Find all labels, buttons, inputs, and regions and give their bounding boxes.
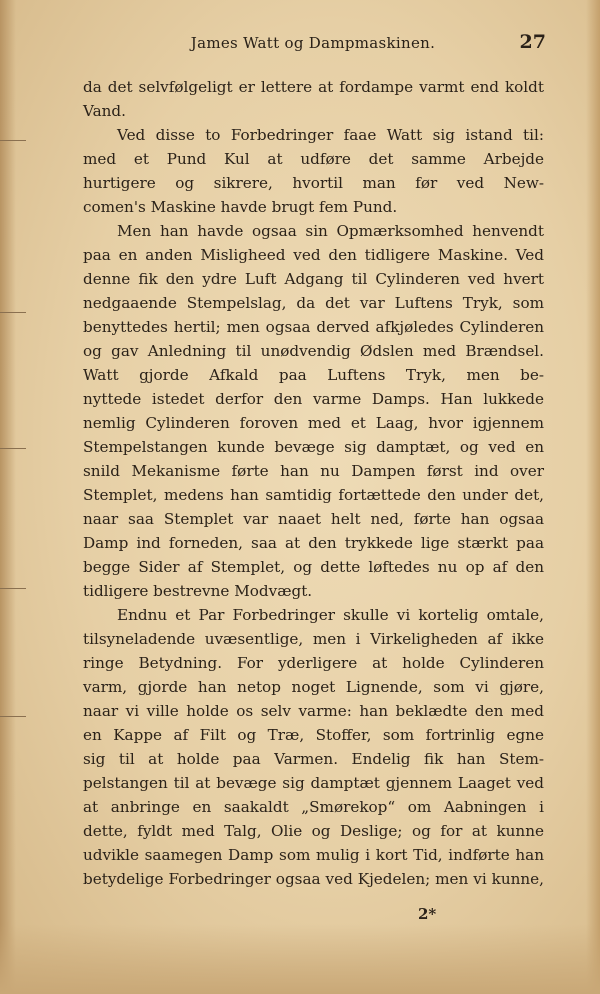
text-line: nyttede istedet derfor den varme Damps. Han lukkede bbox=[83, 390, 544, 408]
page-right-edge-shadow bbox=[586, 0, 600, 994]
page-number: 27 bbox=[519, 31, 546, 53]
page-left-edge-shadow bbox=[0, 0, 16, 994]
text-line: Men han havde ogsaa sin Opmærksomhed henvendt bbox=[117, 222, 544, 240]
margin-tick-mark bbox=[0, 312, 26, 313]
text-line: Stempelstangen kunde bevæge sig damptæt, og ved en bbox=[83, 438, 544, 456]
text-line: dette, fyldt med Talg, Olie og Deslige; og for at kunne bbox=[83, 822, 544, 840]
body-text bbox=[83, 75, 544, 891]
text-line: at anbringe en saakaldt „Smørekop“ om Aabningen i bbox=[83, 798, 544, 816]
text-line: nedgaaende Stempelslag, da det var Luftens Tryk, som bbox=[83, 294, 544, 312]
text-line: Watt gjorde Afkald paa Luftens Tryk, men be- bbox=[83, 366, 544, 384]
text-line: Damp ind forneden, saa at den trykkede lige stærkt paa bbox=[83, 534, 544, 552]
printer-signature-mark: 2* bbox=[418, 905, 437, 923]
text-line: og gav Anledning til unødvendig Ødslen med Brændsel. bbox=[83, 342, 544, 360]
text-line: denne fik den ydre Luft Adgang til Cylinderen ved hvert bbox=[83, 270, 544, 288]
margin-tick-mark bbox=[0, 716, 26, 717]
margin-tick-mark bbox=[0, 140, 26, 141]
text-line: benyttedes hertil; men ogsaa derved afkjøledes Cylinderen bbox=[83, 318, 544, 336]
text-line: hurtigere og sikrere, hvortil man før ved New- bbox=[83, 174, 544, 192]
text-line: paa en anden Misligheed ved den tidligere Maskine. Ved bbox=[83, 246, 544, 264]
text-line: comen's Maskine havde brugt fem Pund. bbox=[83, 198, 398, 216]
page-bottom-edge-shadow bbox=[0, 924, 600, 994]
text-line: sig til at holde paa Varmen. Endelig fik han Stem- bbox=[83, 750, 544, 768]
text-line: nemlig Cylinderen foroven med et Laag, hvor igjennem bbox=[83, 414, 544, 432]
text-line: udvikle saamegen Damp som mulig i kort Tid, indførte han bbox=[83, 846, 544, 864]
running-title: James Watt og Dampmaskinen. bbox=[190, 34, 436, 52]
text-line: Endnu et Par Forbedringer skulle vi kortelig omtale, bbox=[117, 606, 544, 624]
text-line: med et Pund Kul at udføre det samme Arbejde bbox=[83, 150, 544, 168]
text-line: pelstangen til at bevæge sig damptæt gjennem Laaget ved bbox=[83, 774, 544, 792]
text-line: Ved disse to Forbedringer faae Watt sig istand til: bbox=[117, 126, 544, 144]
text-line: Stemplet, medens han samtidig fortættede den under det, bbox=[83, 486, 544, 504]
page-header bbox=[80, 31, 546, 58]
margin-tick-mark bbox=[0, 588, 26, 589]
text-line: ringe Betydning. For yderligere at holde Cylinderen bbox=[83, 654, 544, 672]
text-line: tidligere bestrevne Modvægt. bbox=[83, 582, 313, 600]
text-line: betydelige Forbedringer ogsaa ved Kjedelen; men vi kunne, bbox=[83, 870, 544, 888]
text-line: Vand. bbox=[83, 102, 126, 120]
text-line: naar vi ville holde os selv varme: han beklædte den med bbox=[83, 702, 544, 720]
text-line: begge Sider af Stemplet, og dette løftedes nu op af den bbox=[83, 558, 544, 576]
text-line: da det selvfølgeligt er lettere at fordampe varmt end koldt bbox=[83, 78, 544, 96]
text-line: varm, gjorde han netop noget Lignende, som vi gjøre, bbox=[83, 678, 544, 696]
text-line: snild Mekanisme førte han nu Dampen først ind over bbox=[83, 462, 544, 480]
margin-tick-mark bbox=[0, 448, 26, 449]
text-line: naar saa Stemplet var naaet helt ned, førte han ogsaa bbox=[83, 510, 544, 528]
text-line: tilsyneladende uvæsentlige, men i Virkeligheden af ikke bbox=[83, 630, 544, 648]
text-line: en Kappe af Filt og Træ, Stoffer, som fortrinlig egne bbox=[83, 726, 544, 744]
